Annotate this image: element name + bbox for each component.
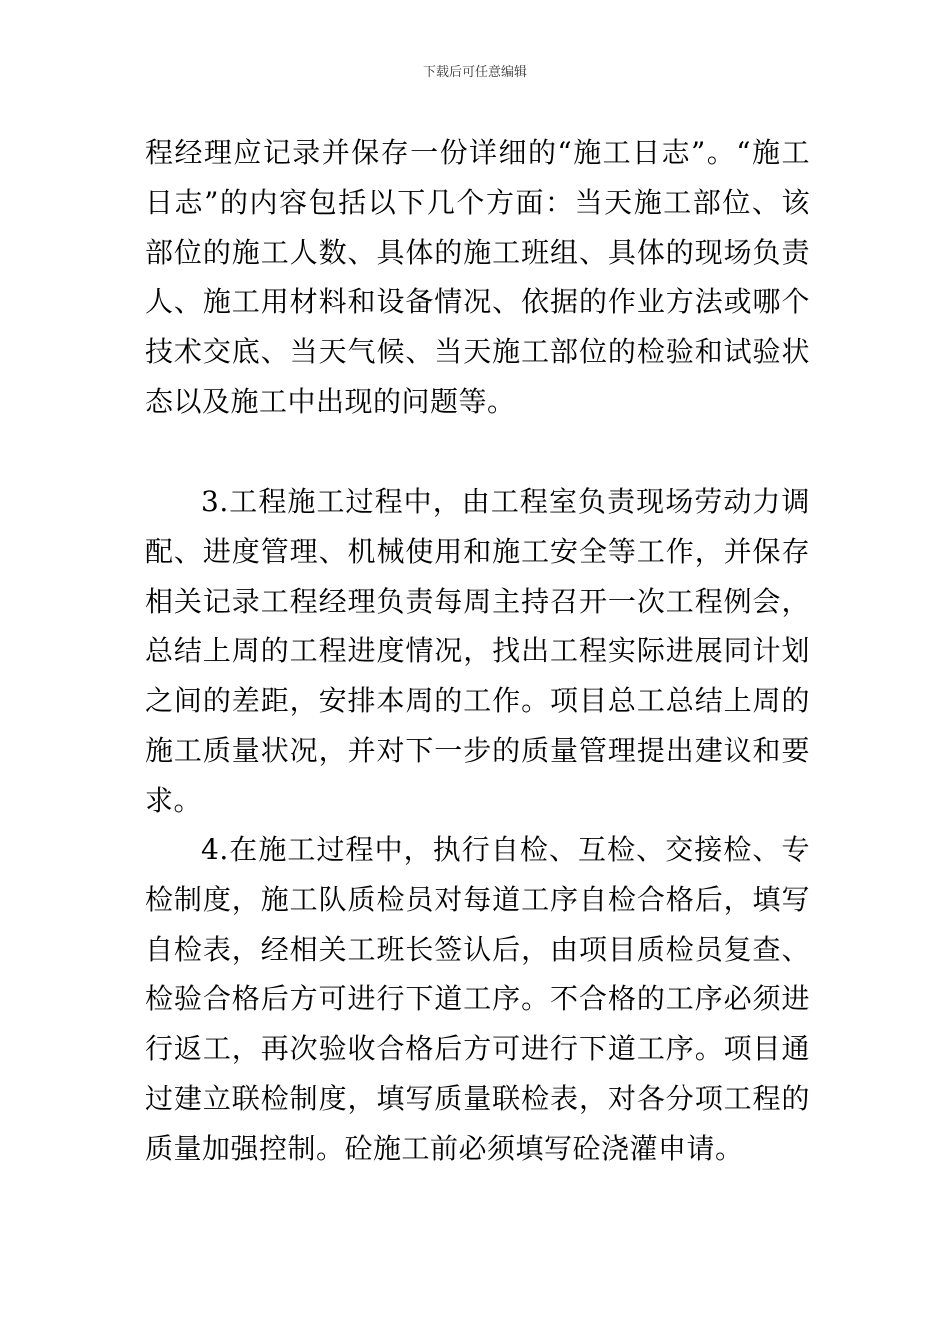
paragraph-text: 3.工程施工过程中，由工程室负责现场劳动力调配、进度管理、机械使用和施工安全等工作，并保存相关记录工程经理负责每周主持召开一次工程例会，总结上周的工程进度情况，找出工程实际进展同计划之间的差距，安排本周的工作。项目总工总结上周的施工质量状况，并对下一步的质量管理提出建议和要求。 bbox=[145, 485, 810, 817]
paragraph-text: 程经理应记录并保存一份详细的“施工日志”。“施工日志”的内容包括以下几个方面：当天施工部位、该部位的施工人数、具体的施工班组、具体的现场负责人、施工用材料和设备情况、依据的作业方法或哪个技术交底、当天气候、当天施工部位的检验和试验状态以及施工中出现的问题等。 bbox=[145, 136, 810, 418]
paragraph-construction-log bbox=[145, 128, 810, 427]
page-header-note: 下载后可任意编辑 bbox=[422, 65, 527, 80]
paragraph-item-4 bbox=[145, 825, 810, 1174]
paragraph-text: 4.在施工过程中，执行自检、互检、交接检、专检制度，施工队质检员对每道工序自检合格后，填写自检表，经相关工班长签认后，由项目质检员复查、检验合格后方可进行下道工序。不合格的工序必须进行返工，再次验收合格后方可进行下道工序。项目通过建立联检制度，填写质量联检表，对各分项工程的质量加强控制。砼施工前必须填写砼浇灌申请。 bbox=[145, 833, 810, 1165]
paragraph-item-3 bbox=[145, 477, 810, 826]
